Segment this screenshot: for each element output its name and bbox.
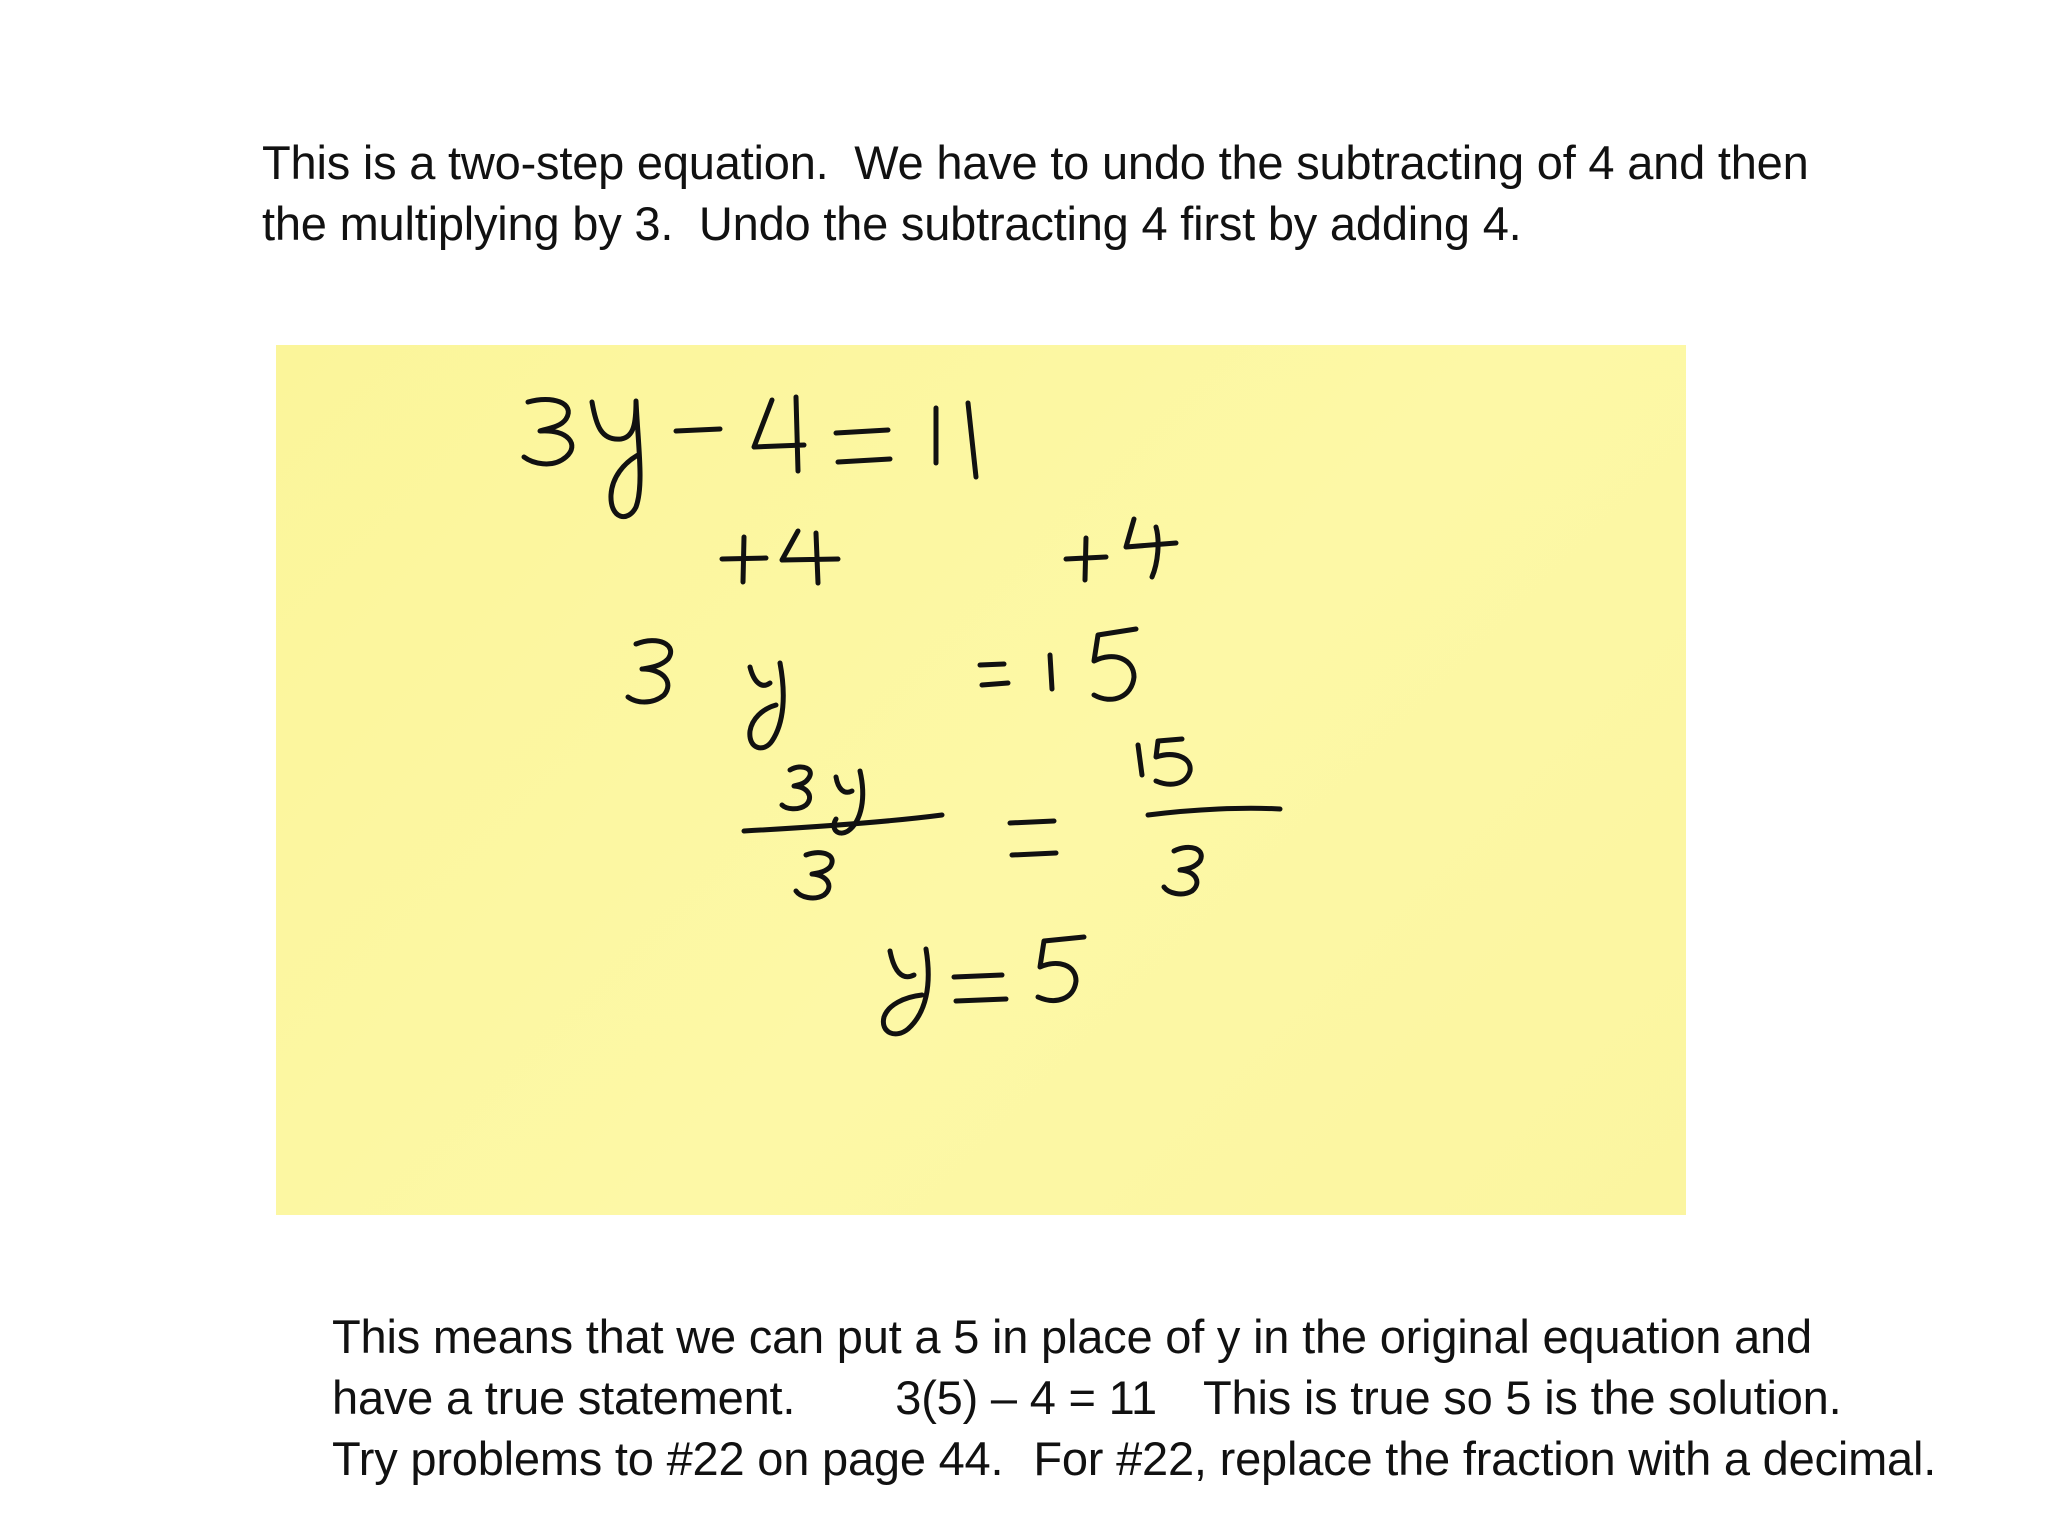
- outro-text: [332, 1306, 2032, 1489]
- handwritten-whiteboard: [276, 345, 1686, 1215]
- intro-text: [262, 132, 1902, 254]
- outro-line-1: This means that we can put a 5 in place of y in the original equation and: [332, 1310, 1812, 1363]
- outro-line-3: [332, 1428, 2032, 1489]
- handwritten-work: [276, 345, 1686, 1215]
- problem-22-note: For #22, replace the fraction with a decimal.: [1033, 1432, 1937, 1485]
- practice-problems: Try problems to #22 on page 44.: [332, 1432, 1004, 1485]
- intro-line-1: This is a two-step equation. We have to undo the subtracting of 4 and then: [262, 136, 1809, 189]
- solution-statement: This is true so 5 is the solution.: [1203, 1371, 1842, 1424]
- step-2-add-four: [722, 519, 1176, 583]
- step-5-solution: [883, 937, 1084, 1034]
- intro-line-2: the multiplying by 3. Undo the subtracting 4 first by adding 4.: [262, 197, 1522, 250]
- step-1-equation: [524, 397, 976, 517]
- step-4-divide-both-sides: [744, 739, 1280, 898]
- outro-line-2: [332, 1367, 2032, 1428]
- true-statement-text: have a true statement.: [332, 1371, 796, 1424]
- check-equation: 3(5) – 4 = 11: [895, 1371, 1157, 1424]
- step-3-equation: [628, 629, 1136, 748]
